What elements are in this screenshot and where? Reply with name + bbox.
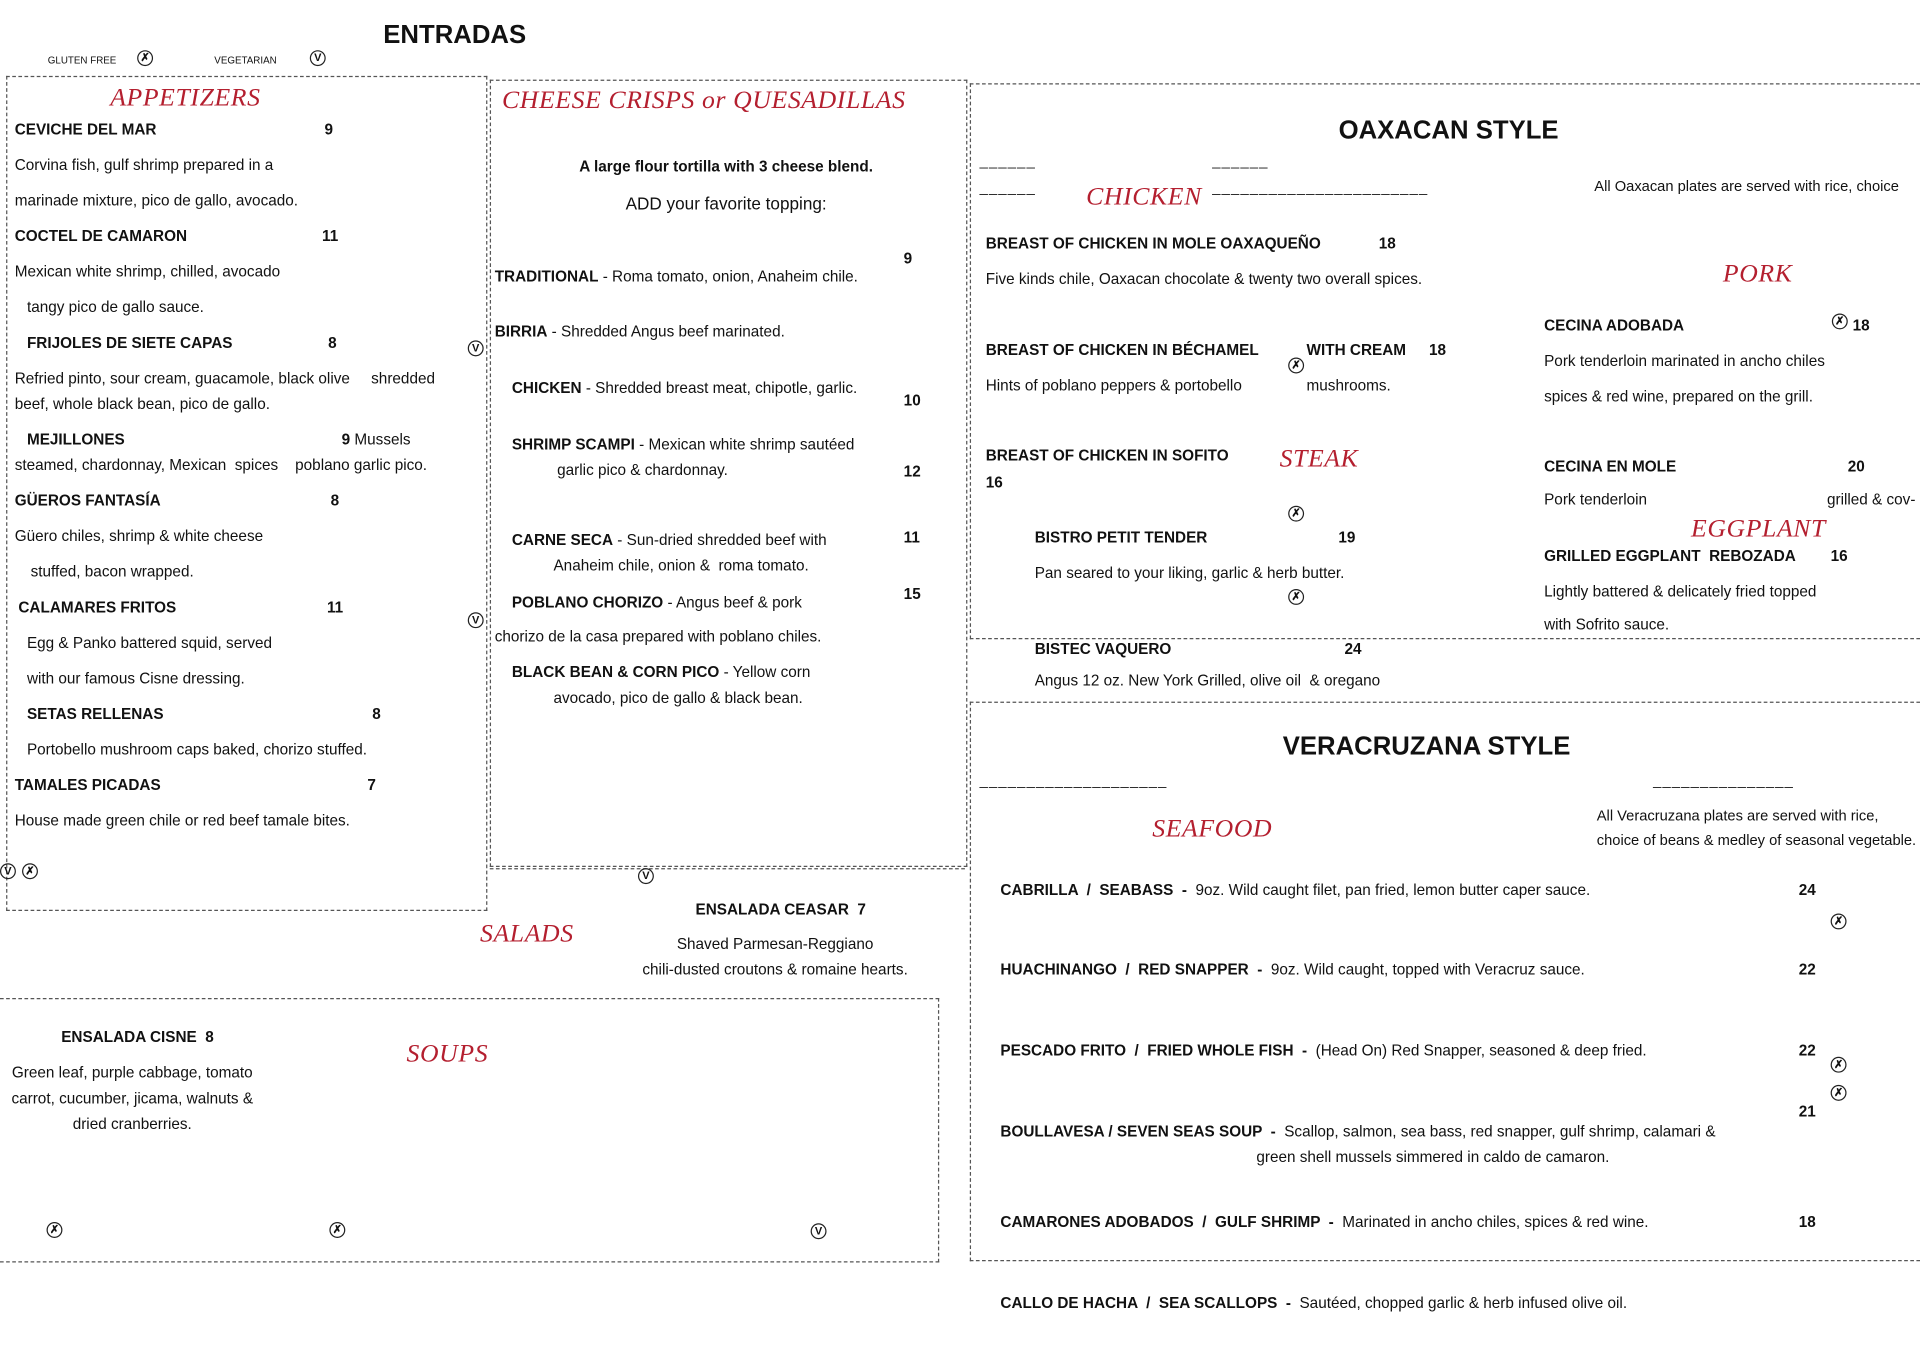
- item-price: 21: [1798, 1103, 1816, 1121]
- topping-item: [495, 322, 785, 342]
- item-name: BREAST OF CHICKEN IN BÉCHAMEL: [985, 341, 1259, 359]
- topping-item: [495, 267, 858, 287]
- item-desc: Mussels: [350, 431, 411, 449]
- item-desc: Mexican white shrimp, chilled, avocado: [14, 263, 281, 281]
- item-desc: - Angus beef & pork: [663, 593, 802, 612]
- item-desc: Corvina fish, gulf shrimp prepared in a: [14, 156, 274, 174]
- seafood-item: [1000, 880, 1590, 900]
- item-price: 22: [1798, 1042, 1816, 1060]
- vegetarian-icon: V: [468, 612, 484, 628]
- item-name: CECINA ADOBADA: [1544, 317, 1685, 335]
- item-desc: Green leaf, purple cabbage, tomato: [11, 1064, 253, 1082]
- item-desc: - Yellow corn: [719, 663, 811, 681]
- item-desc: House made green chile or red beef tamale bites.: [14, 811, 350, 829]
- cheese-add: ADD your favorite topping:: [625, 193, 827, 214]
- item-desc: spices & red wine, prepared on the grill.: [1544, 388, 1813, 406]
- item-name: BREAST OF CHICKEN IN MOLE OAXAQUEÑO: [985, 235, 1321, 253]
- item-desc: Sautéed, chopped garlic & herb infused olive oil.: [1290, 1294, 1628, 1312]
- oaxacan-note: All Oaxacan plates are served with rice, choice: [1594, 177, 1899, 195]
- topping-item: [512, 378, 857, 398]
- item-name: GÜEROS FANTASÍA: [14, 492, 161, 510]
- item-desc: - Shredded breast meat, chipotle, garlic.: [581, 379, 858, 397]
- gluten-free-icon: ✗: [1831, 913, 1847, 929]
- item-desc: Egg & Panko battered squid, served: [26, 634, 273, 652]
- item-name: COCTEL DE CAMARON: [14, 227, 188, 245]
- divider-dashes: ______: [979, 178, 1036, 196]
- item-desc: beef, whole black bean, pico de gallo.: [14, 395, 270, 413]
- item-price: 24: [1344, 640, 1362, 658]
- item-desc: Hints of poblano peppers & portobello: [985, 377, 1242, 395]
- oaxacan-heading: OAXACAN STYLE: [1338, 116, 1559, 145]
- item-name: BLACK BEAN & CORN PICO: [511, 663, 720, 681]
- vegetarian-icon: V: [0, 863, 16, 879]
- eggplant-heading: EGGPLANT: [1691, 513, 1826, 543]
- item-desc: chorizo de la casa prepared with poblano chiles.: [494, 628, 822, 646]
- item-price: 11: [326, 598, 344, 616]
- item-desc: - Mexican white shrimp sautéed: [634, 435, 855, 454]
- item-desc: with Sofrito sauce.: [1544, 615, 1670, 634]
- item-desc: marinade mixture, pico de gallo, avocado.: [14, 192, 299, 210]
- item-desc: Five kinds chile, Oaxacan chocolate & twenty two overall spices.: [985, 270, 1423, 288]
- item-name: ENSALADA CEASAR 7: [695, 901, 866, 919]
- item-price: 8: [328, 334, 337, 352]
- topping-item: [512, 593, 802, 613]
- cheese-intro: A large flour tortilla with 3 cheese blend.: [579, 157, 873, 176]
- item-name: BREAST OF CHICKEN IN SOFITO: [985, 446, 1229, 465]
- item-price: 16: [1830, 547, 1848, 565]
- gluten-free-icon: ✗: [1831, 1057, 1847, 1073]
- item-price: 7: [367, 776, 376, 794]
- item-price: 9: [324, 121, 334, 139]
- item-desc: 9oz. Wild caught, topped with Veracruz sauce.: [1262, 961, 1585, 979]
- appetizers-heading: APPETIZERS: [110, 82, 261, 112]
- item-name: BISTEC VAQUERO: [1034, 640, 1172, 658]
- veracruzana-heading: VERACRUZANA STYLE: [1282, 732, 1571, 761]
- item-price: 11: [322, 227, 339, 245]
- item-name: BIRRIA: [494, 323, 548, 341]
- item-price: 8: [330, 492, 340, 510]
- item-name: CALLO DE HACHA / SEA SCALLOPS -: [1000, 1294, 1291, 1312]
- item-desc: - Roma tomato, onion, Anaheim chile.: [598, 268, 858, 286]
- item-name: TRADITIONAL: [494, 268, 599, 286]
- item-price: 18: [1852, 317, 1870, 335]
- item-desc: Scallop, salmon, sea bass, red snapper, gulf shrimp, calamari &: [1275, 1122, 1716, 1141]
- vegetarian-icon: V: [638, 868, 654, 884]
- gluten-free-icon: ✗: [1831, 1085, 1847, 1101]
- item-desc: Pork tenderloin marinated in ancho chiles: [1544, 352, 1825, 370]
- seafood-item: [1000, 960, 1584, 980]
- item-name: FRIJOLES DE SIETE CAPAS: [26, 334, 233, 352]
- seafood-item: [1000, 1122, 1715, 1142]
- item-name: CABRILLA / SEABASS -: [1000, 881, 1187, 899]
- item-desc: avocado, pico de gallo & black bean.: [553, 689, 803, 707]
- item-desc: Portobello mushroom caps baked, chorizo stuffed.: [26, 740, 367, 758]
- item-name: GRILLED EGGPLANT REBOZADA: [1544, 547, 1796, 565]
- vegetarian-icon: V: [468, 340, 484, 356]
- item-name: HUACHINANGO / RED SNAPPER -: [1000, 961, 1263, 979]
- steak-heading: STEAK: [1279, 443, 1359, 473]
- item-desc: dried cranberries.: [72, 1115, 192, 1133]
- item-price: 22: [1798, 961, 1816, 979]
- soups-heading: SOUPS: [406, 1038, 489, 1068]
- item-desc: Pan seared to your liking, garlic & herb butter.: [1034, 564, 1345, 582]
- topping-item: [512, 435, 855, 455]
- item-desc: green shell mussels simmered in caldo de camaron.: [1256, 1148, 1610, 1166]
- item-desc: (Head On) Red Snapper, seasoned & deep fried.: [1307, 1042, 1647, 1060]
- page-title: ENTRADAS: [383, 20, 527, 49]
- legend-gluten-free: GLUTEN FREE: [47, 55, 117, 67]
- item-name: CAMARONES ADOBADOS / GULF SHRIMP -: [1000, 1213, 1334, 1231]
- gluten-free-icon: ✗: [137, 50, 153, 66]
- gluten-free-icon: ✗: [329, 1222, 345, 1238]
- pork-heading: PORK: [1722, 258, 1793, 288]
- item-price: 9: [903, 249, 913, 267]
- seafood-item: [1000, 1041, 1646, 1061]
- item-desc: Pork tenderloin: [1544, 491, 1648, 509]
- gluten-free-icon: ✗: [1288, 589, 1304, 605]
- item-price: 8: [372, 705, 381, 723]
- chicken-heading: CHICKEN: [1086, 181, 1202, 211]
- gluten-free-icon: ✗: [1832, 313, 1848, 329]
- salads-divider: [490, 868, 965, 869]
- vegetarian-icon: V: [310, 50, 326, 66]
- item-desc: 9oz. Wild caught filet, pan fried, lemon butter caper sauce.: [1186, 881, 1591, 899]
- item-desc: chili-dusted croutons & romaine hearts.: [642, 961, 908, 979]
- salads-heading: SALADS: [480, 918, 574, 948]
- item-desc: - Sun-dried shredded beef with: [613, 531, 827, 549]
- item-desc: with our famous Cisne dressing.: [26, 669, 245, 687]
- item-name: PESCADO FRITO / FRIED WHOLE FISH -: [1000, 1042, 1308, 1060]
- veracruzana-note: choice of beans & medley of seasonal vegetable.: [1596, 831, 1917, 849]
- divider-dashes: _______________: [1653, 771, 1795, 789]
- item-price: 16: [985, 473, 1003, 492]
- topping-item: [512, 530, 827, 550]
- divider-dashes: ____________________: [979, 771, 1168, 789]
- item-name: CALAMARES FRITOS: [18, 598, 177, 616]
- item-desc: mushrooms.: [1306, 377, 1391, 395]
- gluten-free-icon: ✗: [22, 863, 38, 879]
- item-price: 12: [903, 462, 921, 481]
- item-price: 20: [1847, 457, 1865, 476]
- item-price: 11: [903, 528, 920, 547]
- item-price: 15: [903, 585, 921, 603]
- item-price-line: [342, 430, 411, 450]
- seafood-item: [1000, 1212, 1648, 1232]
- veracruzana-note: All Veracruzana plates are served with rice,: [1596, 806, 1879, 825]
- item-price: 18: [1798, 1213, 1816, 1231]
- seafood-item: [1000, 1293, 1627, 1313]
- item-name: CARNE SECA: [511, 531, 614, 549]
- item-desc: tangy pico de gallo sauce.: [26, 298, 204, 316]
- gluten-free-icon: ✗: [1288, 506, 1304, 522]
- item-name: ENSALADA CISNE 8: [61, 1028, 214, 1046]
- item-name: MEJILLONES: [26, 431, 125, 449]
- cheese-heading: CHEESE CRISPS or QUESADILLAS: [502, 84, 906, 114]
- item-desc: Angus 12 oz. New York Grilled, olive oil & oregano: [1034, 672, 1381, 690]
- item-name: CEVICHE DEL MAR: [14, 121, 157, 139]
- divider-dashes: _______________________: [1212, 178, 1429, 196]
- item-desc: - Shredded Angus beef marinated.: [547, 323, 785, 341]
- item-desc: garlic pico & chardonnay.: [557, 461, 728, 479]
- item-name: BOULLAVESA / SEVEN SEAS SOUP -: [1000, 1122, 1276, 1141]
- seafood-heading: SEAFOOD: [1152, 813, 1273, 843]
- vegetarian-icon: V: [811, 1223, 827, 1239]
- item-desc: Refried pinto, sour cream, guacamole, black olive shredded: [14, 369, 435, 387]
- item-desc: Lightly battered & delicately fried topped: [1544, 582, 1817, 601]
- item-name: SETAS RELLENAS: [26, 705, 164, 723]
- item-desc: Marinated in ancho chiles, spices & red wine.: [1333, 1213, 1649, 1231]
- item-price: 18: [1378, 235, 1396, 253]
- item-name: TAMALES PICADAS: [14, 776, 161, 794]
- item-name: BISTRO PETIT TENDER: [1034, 528, 1208, 547]
- item-desc: grilled & cov-: [1826, 491, 1916, 509]
- legend-vegetarian: VEGETARIAN: [214, 55, 277, 67]
- item-desc: Güero chiles, shrimp & white cheese: [14, 527, 264, 545]
- item-name: POBLANO CHORIZO: [511, 593, 664, 612]
- item-name: CECINA EN MOLE: [1544, 457, 1677, 476]
- item-name: CHICKEN: [511, 379, 582, 397]
- gluten-free-icon: ✗: [47, 1222, 63, 1238]
- item-desc: Anaheim chile, onion & roma tomato.: [553, 557, 809, 575]
- item-price: 24: [1798, 881, 1816, 899]
- item-desc: carrot, cucumber, jicama, walnuts &: [11, 1089, 254, 1107]
- divider-dashes: ______: [979, 151, 1036, 169]
- topping-item: [512, 662, 811, 682]
- item-desc: steamed, chardonnay, Mexican spices poblano garlic pico.: [14, 456, 428, 474]
- item-price: 9: [341, 431, 351, 449]
- item-desc: stuffed, bacon wrapped.: [30, 563, 194, 581]
- item-price: 18: [1428, 341, 1447, 359]
- gluten-free-icon: ✗: [1288, 358, 1304, 374]
- item-name: WITH CREAM: [1306, 341, 1407, 359]
- item-price: 10: [903, 391, 921, 409]
- item-price: 19: [1338, 528, 1356, 547]
- item-name: SHRIMP SCAMPI: [511, 435, 635, 454]
- divider-dashes: ______: [1212, 151, 1269, 169]
- item-desc: Shaved Parmesan-Reggiano: [676, 935, 874, 953]
